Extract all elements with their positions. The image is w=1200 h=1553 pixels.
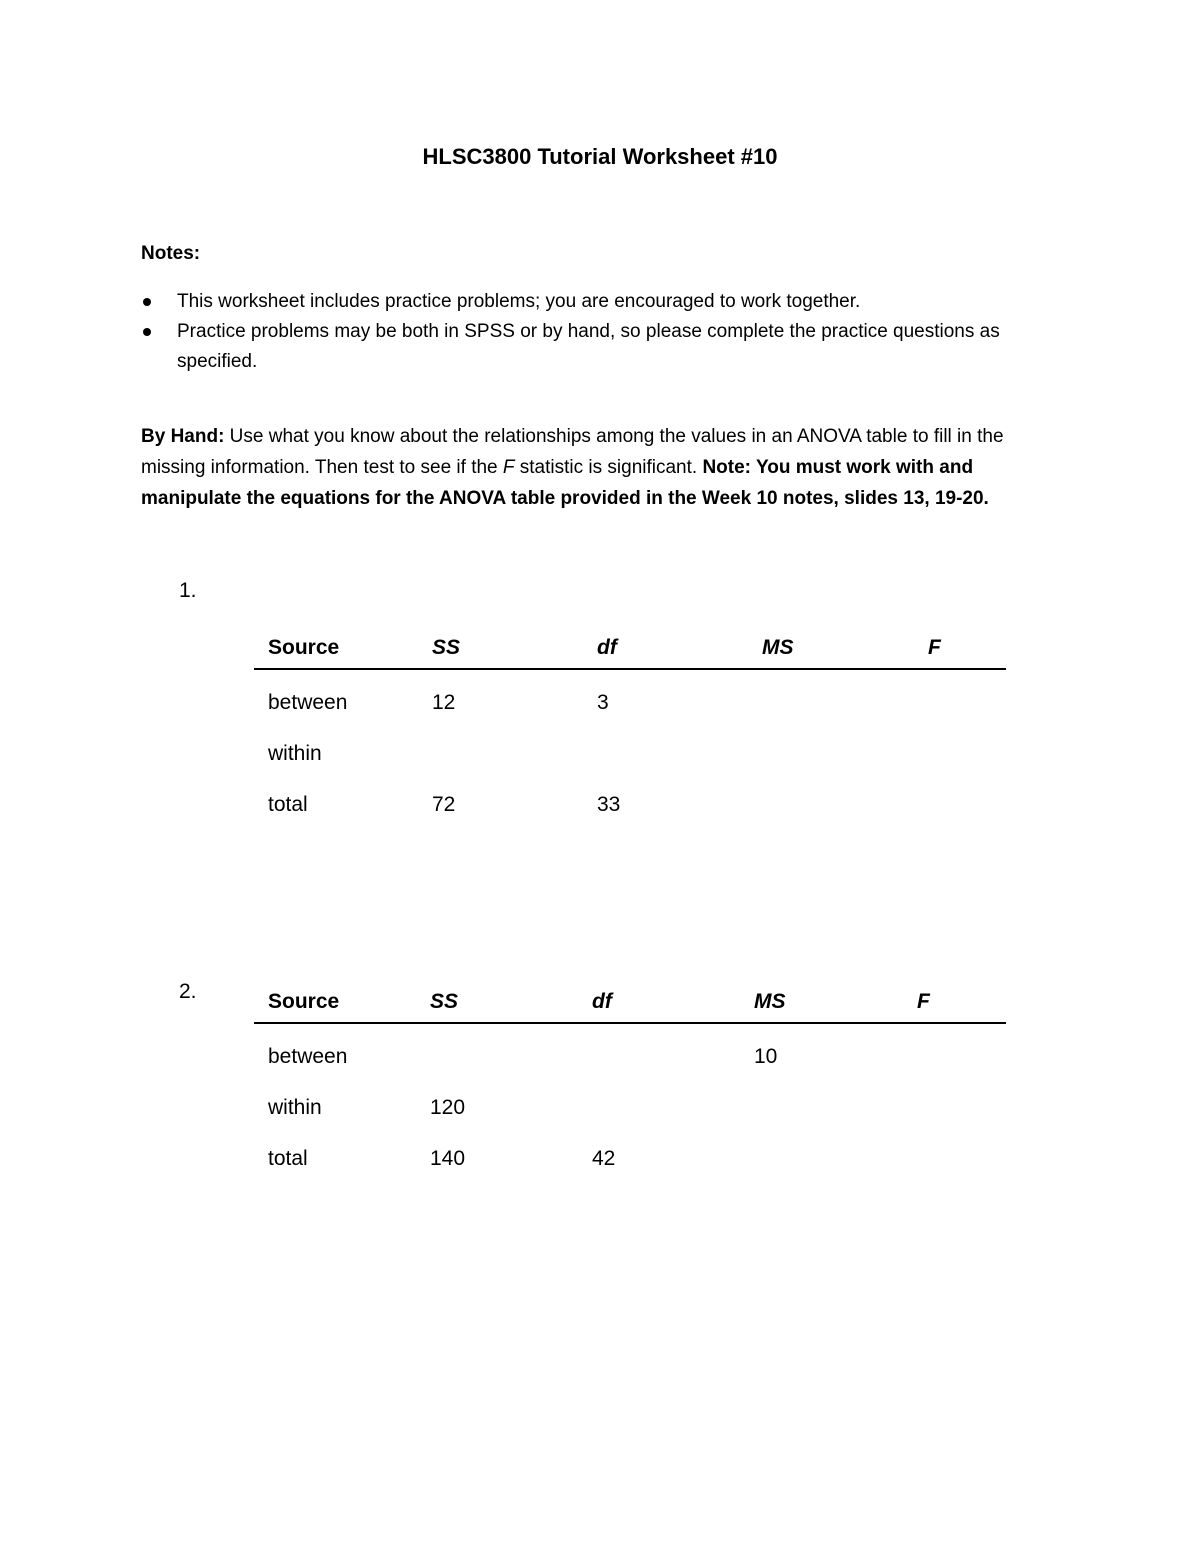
- table-row: [254, 742, 1006, 793]
- table-row: [254, 691, 1006, 742]
- table-header: [254, 990, 1006, 1024]
- header-ms: MS: [754, 990, 786, 1013]
- cell-source: between: [268, 1045, 348, 1068]
- by-hand-instructions: [141, 421, 1066, 514]
- note-label: Note:: [702, 457, 752, 478]
- by-hand-text: Use what you know about the relationships among the values in an ANOVA table to fill in the missing information. Then test to see if the: [141, 426, 1004, 478]
- notes-item: Practice problems may be both in SPSS or by hand, so please complete the practice questions as specified.: [141, 317, 1041, 377]
- f-symbol: F: [502, 457, 515, 478]
- table-row: [254, 1147, 1006, 1198]
- question-number: 2.: [179, 980, 197, 1003]
- header-f: F: [928, 636, 941, 659]
- by-hand-label: By Hand:: [141, 426, 225, 447]
- header-df: df: [592, 990, 612, 1013]
- cell-df: 33: [597, 793, 621, 816]
- header-ms: MS: [762, 636, 794, 659]
- header-df: df: [597, 636, 617, 659]
- cell-df: 42: [592, 1147, 616, 1170]
- table-row: [254, 793, 1006, 844]
- notes-heading: Notes:: [141, 243, 201, 264]
- note-text: You must work with and manipulate the equations for the ANOVA table provided in the Week 10 notes, slides 13, 19-20.: [141, 457, 989, 509]
- cell-df: 3: [597, 691, 609, 714]
- anova-table: [254, 990, 1006, 1198]
- cell-ss: 140: [430, 1147, 466, 1170]
- header-source: Source: [268, 990, 340, 1013]
- cell-source: within: [268, 1096, 322, 1119]
- page-title: HLSC3800 Tutorial Worksheet #10: [422, 144, 778, 169]
- cell-ms: 10: [754, 1045, 778, 1068]
- table-header: [254, 636, 1006, 670]
- cell-ss: 120: [430, 1096, 466, 1119]
- header-ss: SS: [430, 990, 459, 1013]
- header-source: Source: [268, 636, 340, 659]
- cell-ss: 72: [432, 793, 456, 816]
- cell-source: total: [268, 793, 308, 816]
- cell-source: between: [268, 691, 348, 714]
- header-ss: SS: [432, 636, 461, 659]
- table-row: [254, 1096, 1006, 1147]
- cell-source: total: [268, 1147, 308, 1170]
- notes-item: This worksheet includes practice problems; you are encouraged to work together.: [141, 287, 1041, 317]
- cell-ss: 12: [432, 691, 456, 714]
- notes-list: [141, 287, 1041, 377]
- table-row: [254, 1045, 1006, 1096]
- anova-table: [254, 636, 1006, 844]
- by-hand-text: statistic is significant.: [514, 457, 703, 478]
- question-number: 1.: [179, 579, 197, 602]
- header-f: F: [917, 990, 930, 1013]
- cell-source: within: [268, 742, 322, 765]
